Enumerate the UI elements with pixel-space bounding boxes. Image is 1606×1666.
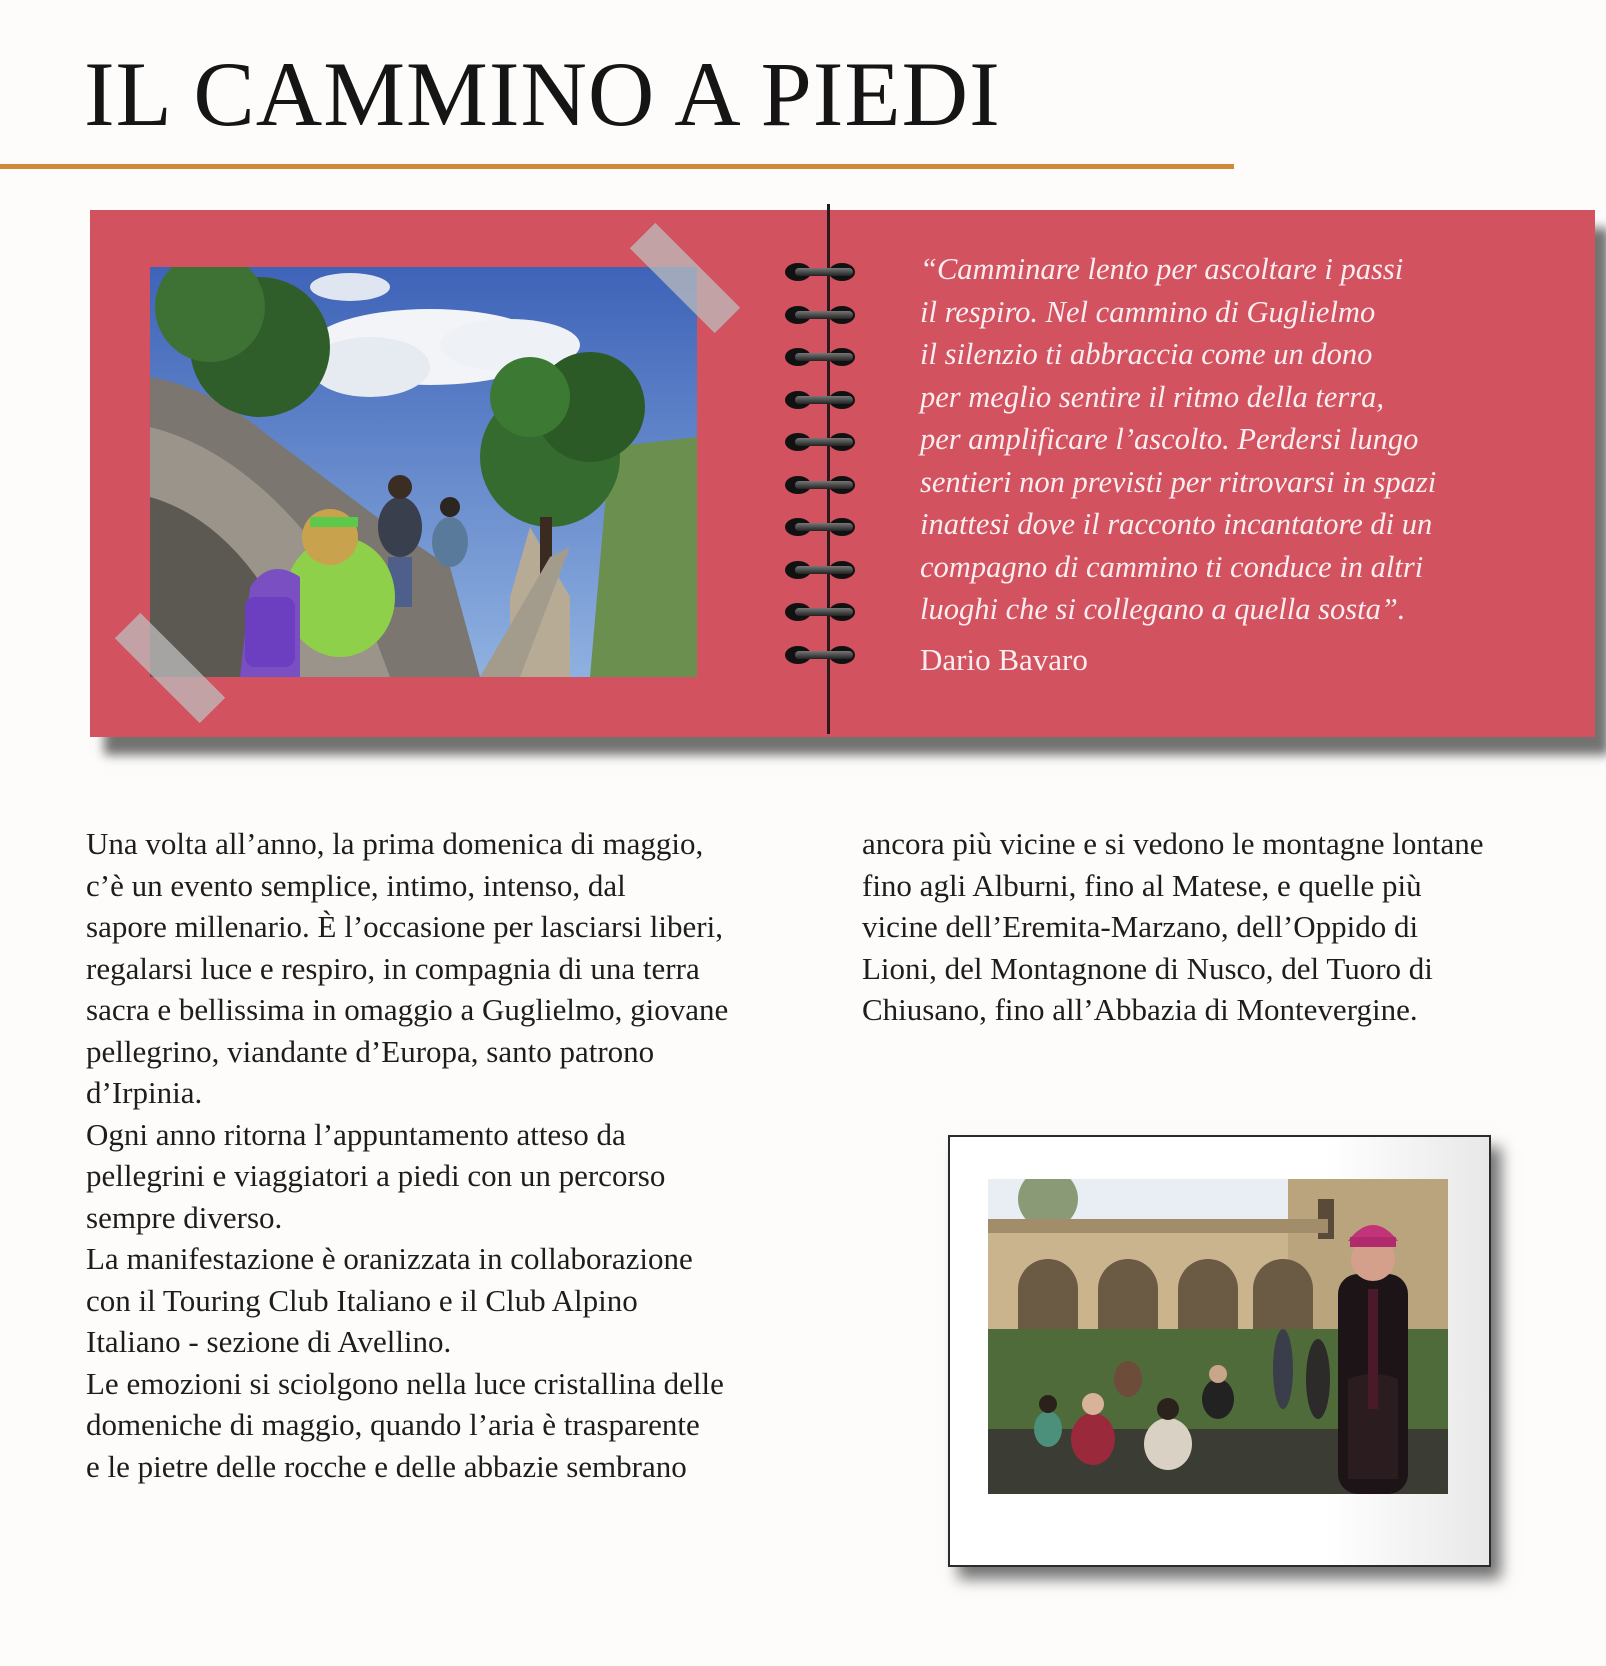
spiral-ring — [785, 386, 865, 429]
spiral-ring — [785, 598, 865, 641]
framed-photo — [948, 1135, 1491, 1567]
paragraph: Una volta all’anno, la prima domenica di maggio, c’è un evento semplice, intimo, intenso, dal sapore millenario. È l’occasione per lasciarsi liberi, regalarsi luce e respiro, in compagnia di una terra sacra e bellissima in omaggio a Guglielmo, giovane pellegrino, viandante d’Europa, santo patrono d’Irpinia. — [86, 826, 729, 1110]
spiral-ring — [785, 556, 865, 599]
paragraph: La manifestazione è oranizzata in collaborazione con il Touring Club Italiano e il Club Alpino Italiano - sezione di Avellino. — [86, 1241, 693, 1359]
article-left-column — [86, 823, 846, 1487]
title-rule — [0, 164, 1234, 169]
article-right-column — [862, 823, 1602, 1031]
abbey-cloister-photo — [988, 1179, 1448, 1494]
quote-text: “Camminare lento per ascoltare i passi il respiro. Nel cammino di Guglielmo il silenzio ti abbraccia come un dono per meglio sentire il ritmo della terra, per amplificare l’ascolto. Perdersi lungo sentieri non previsti per ritrovarsi in spazi inattesi dove il racconto incantatore di un compagno di cammino ti conduce in altri luoghi che si collegano a quella sosta”. — [920, 252, 1437, 626]
paragraph: ancora più vicine e si vedono le montagne lontane fino agli Alburni, fino al Matese, e quelle più vicine dell’Eremita-Marzano, dell’Oppido di Lioni, del Montagnone di Nusco, del Tuoro di Chiusano, fino all’Abbazia di Montevergine. — [862, 826, 1484, 1027]
spiral-binding — [785, 258, 865, 683]
spiral-ring — [785, 258, 865, 301]
spiral-ring — [785, 641, 865, 684]
paragraph: Ogni anno ritorna l’appuntamento atteso da pellegrini e viaggiatori a piedi con un percorso sempre diverso. — [86, 1116, 666, 1235]
spiral-ring — [785, 513, 865, 556]
spiral-notebook — [90, 210, 1595, 737]
quote-author: Dario Bavaro — [920, 642, 1088, 677]
spiral-ring — [785, 301, 865, 344]
hikers-photo — [150, 267, 697, 677]
spiral-ring — [785, 471, 865, 514]
spiral-ring — [785, 343, 865, 386]
spiral-ring — [785, 428, 865, 471]
paragraph: Le emozioni si sciolgono nella luce cristallina delle domeniche di maggio, quando l’aria è trasparente e le pietre delle rocche e delle abbazie sembrano — [86, 1365, 724, 1484]
page-title: IL CAMMINO A PIEDI — [84, 43, 1001, 145]
